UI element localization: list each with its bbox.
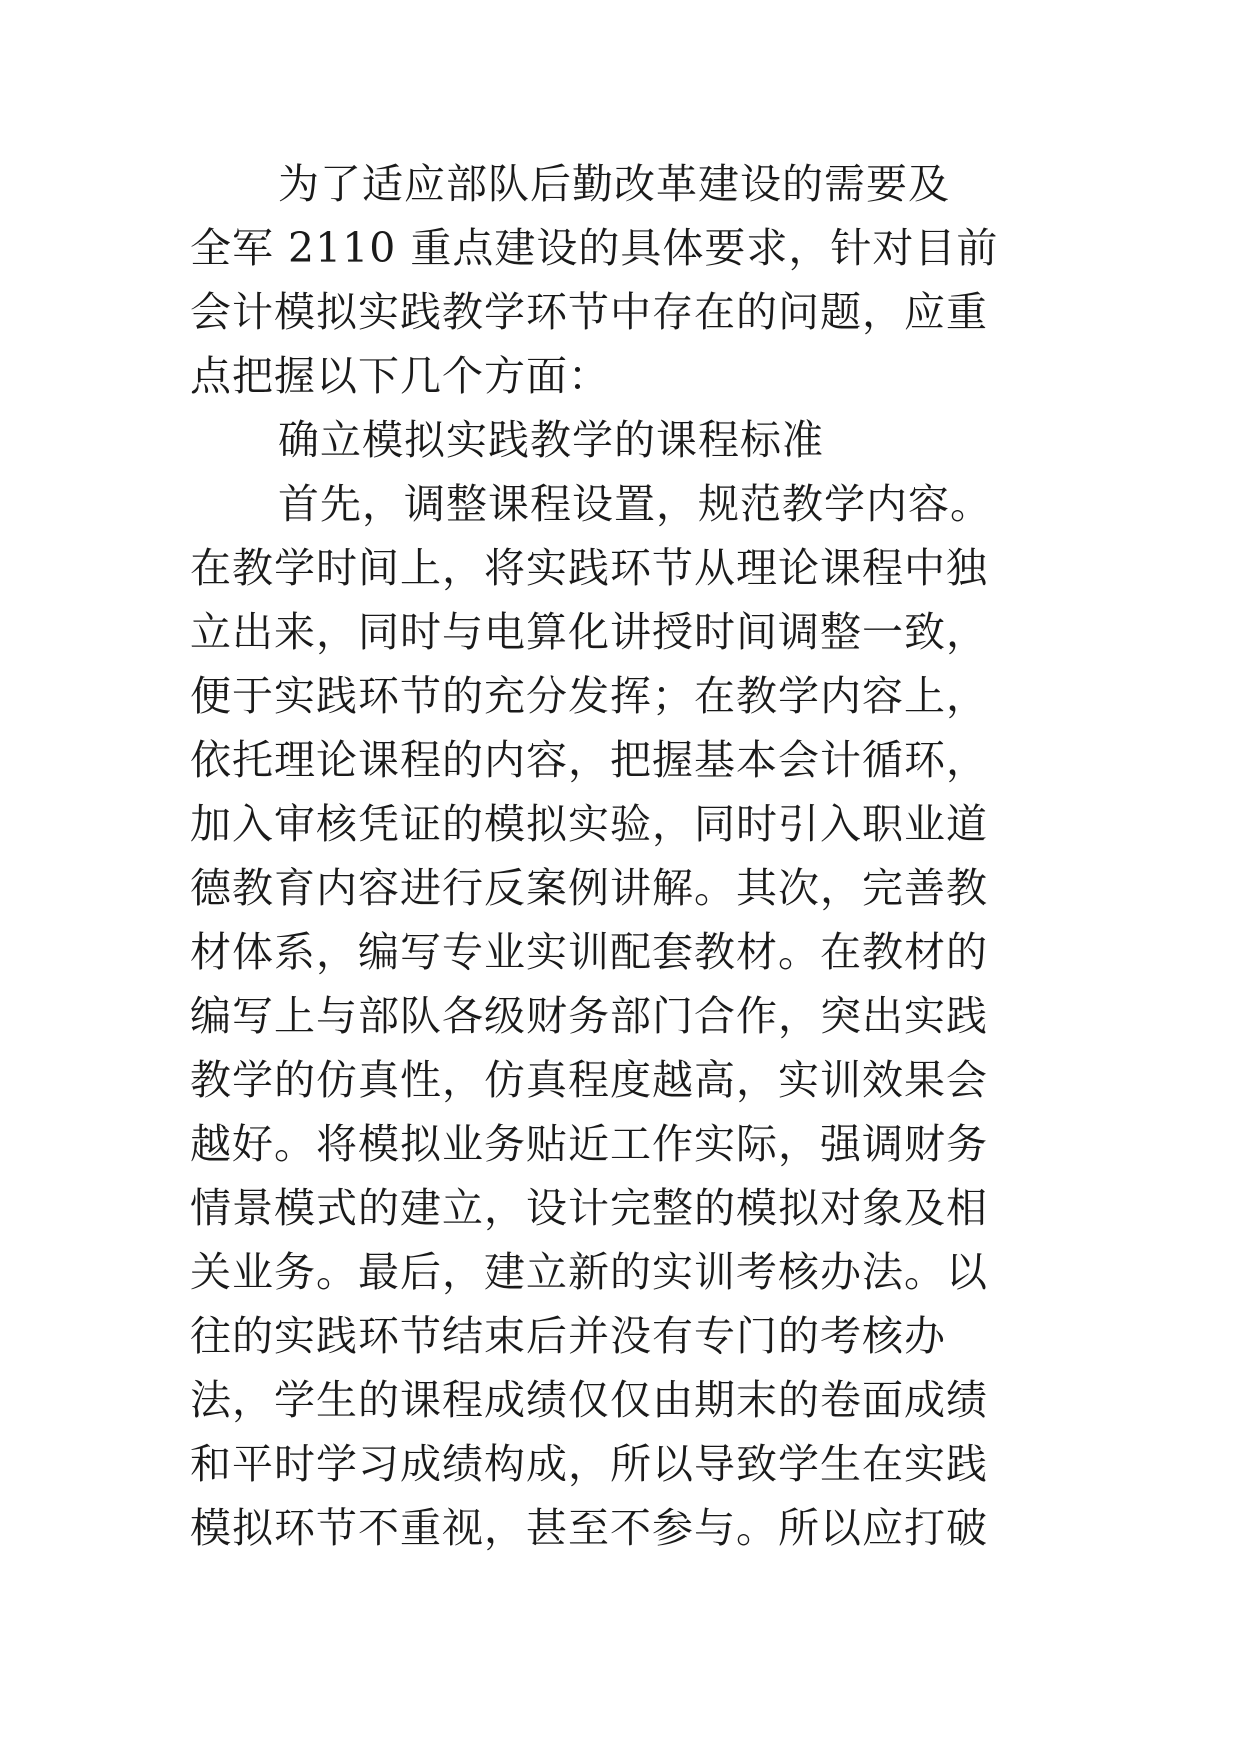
- text-line: 依托理论课程的内容，把握基本会计循环，: [190, 736, 988, 784]
- text-line: 全军 2110 重点建设的具体要求，针对目前: [190, 224, 999, 272]
- text-line: 为了适应部队后勤改革建设的需要及: [278, 160, 950, 208]
- text-line: 模拟环节不重视，甚至不参与。所以应打破: [190, 1504, 988, 1552]
- text-line: 材体系，编写专业实训配套教材。在教材的: [190, 928, 988, 976]
- text-line: 德教育内容进行反案例讲解。其次，完善教: [190, 864, 988, 912]
- text-line: 会计模拟实践教学环节中存在的问题，应重: [190, 288, 988, 336]
- text-line: 加入审核凭证的模拟实验，同时引入职业道: [190, 800, 988, 848]
- text-line: 便于实践环节的充分发挥；在教学内容上，: [190, 672, 988, 720]
- text-line: 编写上与部队各级财务部门合作，突出实践: [190, 992, 988, 1040]
- text-line: 和平时学习成绩构成，所以导致学生在实践: [190, 1440, 988, 1488]
- text-line: 在教学时间上，将实践环节从理论课程中独: [190, 544, 988, 592]
- text-line: 往的实践环节结束后并没有专门的考核办: [190, 1312, 946, 1360]
- text-line: 点把握以下几个方面：: [190, 352, 610, 400]
- text-line: 教学的仿真性，仿真程度越高，实训效果会: [190, 1056, 988, 1104]
- text-line: 情景模式的建立，设计完整的模拟对象及相: [190, 1184, 988, 1232]
- text-line: 关业务。最后，建立新的实训考核办法。以: [190, 1248, 988, 1296]
- text-line: 立出来，同时与电算化讲授时间调整一致，: [190, 608, 988, 656]
- section-heading: 确立模拟实践教学的课程标准: [278, 416, 824, 464]
- text-line: 越好。将模拟业务贴近工作实际，强调财务: [190, 1120, 988, 1168]
- body-text: [190, 152, 1070, 1560]
- text-line: 法，学生的课程成绩仅仅由期末的卷面成绩: [190, 1376, 988, 1424]
- text-line: 首先，调整课程设置，规范教学内容。: [278, 480, 992, 528]
